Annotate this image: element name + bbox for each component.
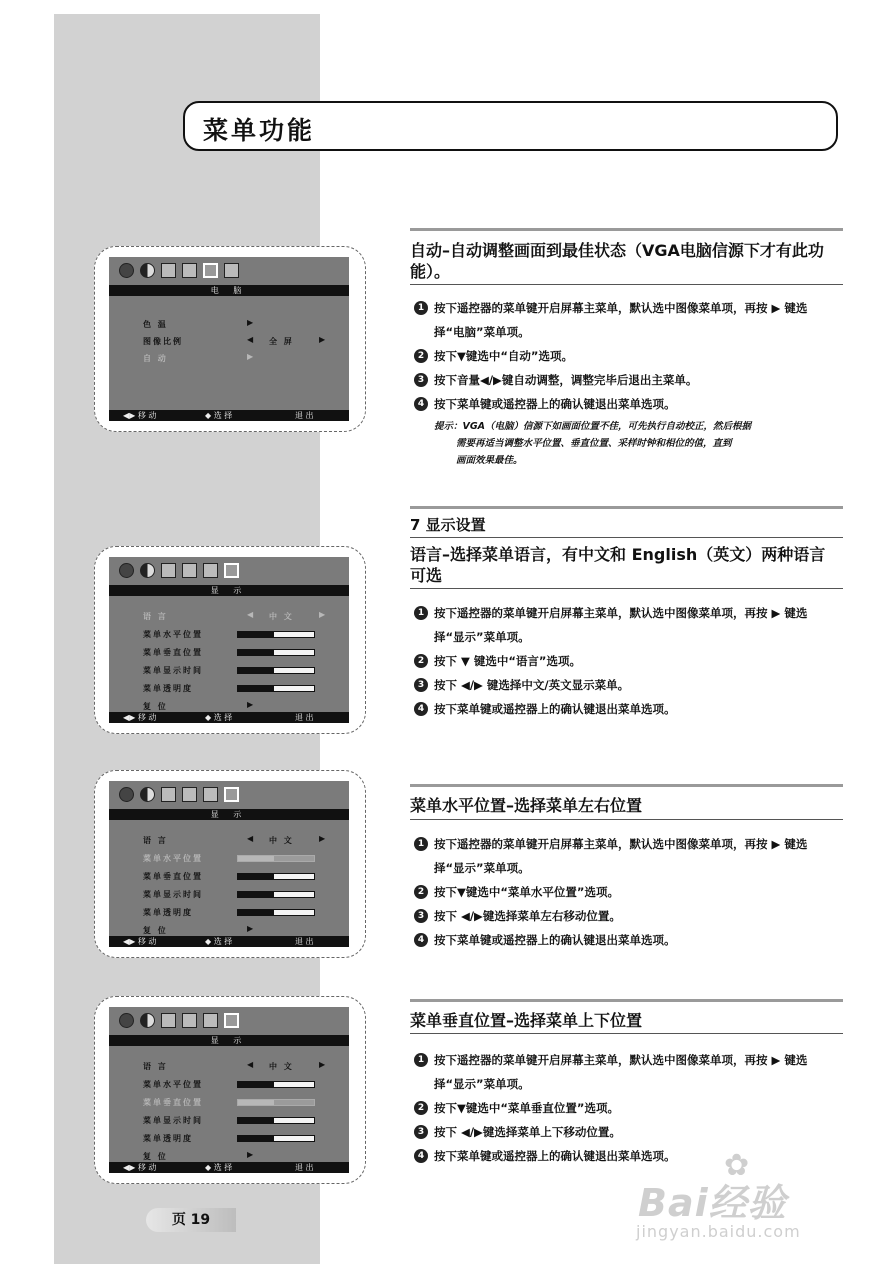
step-item: 2 按下▼键选中“自动”选项。 (414, 344, 834, 368)
osd-footer: ◀▶ 移 动 ◆ 选 择 退 出 (109, 936, 349, 947)
level-bar (237, 649, 315, 656)
osd-title: 显 示 (109, 1035, 349, 1046)
level-bar (237, 909, 315, 916)
osd-screen (109, 257, 349, 421)
channel-icon (161, 563, 176, 578)
sound-icon (140, 787, 155, 802)
osd-panel-display (94, 996, 366, 1184)
osd-row-language: 语 言 ◀ 中 文 ▶ (143, 834, 328, 845)
step-item: 1 按下遥控器的菜单键开启屏幕主菜单，默认选中图像菜单项，再按 ▶ 键选择“显示”菜单项。 (414, 1048, 834, 1096)
level-bar (237, 1099, 315, 1106)
clock-icon (182, 263, 197, 278)
right-arrow-icon: ▶ (319, 1060, 328, 1069)
osd-footer: ◀▶ 移 动 ◆ 选 择 退 出 (109, 712, 349, 723)
heading-underline (410, 537, 843, 538)
paw-icon: ✿ (724, 1148, 750, 1183)
osd-row-reset: 复 位 ▶ (143, 1150, 256, 1161)
heading-underline (410, 1033, 843, 1034)
left-arrow-icon: ◀ (247, 335, 256, 344)
step-item: 2 按下▼键选中“菜单垂直位置”选项。 (414, 1096, 834, 1120)
osd-row-language: 语 言 ◀ 中 文 ▶ (143, 610, 328, 621)
osd-row-reset: 复 位 ▶ (143, 924, 256, 935)
osd-row-auto: 自 动 ▶ (143, 352, 256, 363)
level-bar (237, 667, 315, 674)
osd-footer: ◀▶ 移 动 ◆ 选 择 退 出 (109, 1162, 349, 1173)
picture-icon (119, 563, 134, 578)
osd-row-time: 菜单显示时间 (143, 665, 343, 677)
clock-icon (182, 787, 197, 802)
step-item: 4 按下菜单键或遥控器上的确认键退出菜单选项。 (414, 392, 834, 416)
osd-title: 显 示 (109, 585, 349, 596)
osd-row-trans: 菜单透明度 (143, 1133, 343, 1145)
steps-auto (414, 296, 834, 416)
right-arrow-icon: ▶ (319, 834, 328, 843)
step-item: 1 按下遥控器的菜单键开启屏幕主菜单，默认选中图像菜单项，再按 ▶ 键选择“显示”菜单项。 (414, 601, 834, 649)
left-arrow-icon: ◀ (247, 834, 256, 843)
heading-underline (410, 819, 843, 820)
right-arrow-icon: ▶ (319, 610, 328, 619)
section-heading-auto: 自动–自动调整画面到最佳状态（VGA电脑信源下才有此功能）。 (410, 241, 824, 281)
osd-icon-bar (119, 1013, 239, 1031)
step-item: 1 按下遥控器的菜单键开启屏幕主菜单，默认选中图像菜单项，再按 ▶ 键选择“电脑”菜单项。 (414, 296, 834, 344)
level-bar (237, 1117, 315, 1124)
step-item: 3 按下音量◀/▶键自动调整，调整完毕后退出主菜单。 (414, 368, 834, 392)
section-heading-hpos: 菜单水平位置–选择菜单左右位置 (410, 796, 643, 815)
sound-icon (140, 563, 155, 578)
baidu-watermark: ✿ Bai经验 jingyan.baidu.com (636, 1148, 801, 1241)
osd-icon-bar (119, 563, 239, 581)
osd-row-hpos: 菜单水平位置 (143, 853, 343, 865)
left-arrow-icon: ◀ (247, 610, 256, 619)
level-bar (237, 685, 315, 692)
osd-title: 显 示 (109, 809, 349, 820)
section-rule (410, 228, 843, 231)
chapter-heading: 7 显示设置 (410, 516, 486, 534)
pc-icon (203, 263, 218, 278)
osd-row-color-temp: 色 温 ▶ (143, 318, 256, 329)
step-item: 3 按下 ◀/▶ 键选择中文/英文显示菜单。 (414, 673, 834, 697)
page-title: 菜单功能 (203, 116, 316, 145)
clock-icon (182, 563, 197, 578)
osd-row-trans: 菜单透明度 (143, 907, 343, 919)
osd-row-hpos: 菜单水平位置 (143, 1079, 343, 1091)
right-arrow-icon: ▶ (247, 352, 256, 361)
osd-row-time: 菜单显示时间 (143, 889, 343, 901)
section-rule (410, 506, 843, 509)
osd-row-trans: 菜单透明度 (143, 683, 343, 695)
osd-title: 电 脑 (109, 285, 349, 296)
step-item: 4 按下菜单键或遥控器上的确认键退出菜单选项。 (414, 1144, 834, 1168)
osd-screen (109, 557, 349, 723)
osd-panel-display (94, 546, 366, 734)
osd-panel-pc (94, 246, 366, 432)
osd-row-vpos: 菜单垂直位置 (143, 647, 343, 659)
step-item: 2 按下▼键选中“菜单水平位置”选项。 (414, 880, 834, 904)
picture-icon (119, 263, 134, 278)
osd-row-hpos: 菜单水平位置 (143, 629, 343, 641)
steps-hpos (414, 832, 834, 952)
level-bar (237, 873, 315, 880)
page-number: 页 19 (146, 1208, 236, 1232)
step-item: 3 按下 ◀/▶键选择菜单上下移动位置。 (414, 1120, 834, 1144)
step-item: 4 按下菜单键或遥控器上的确认键退出菜单选项。 (414, 697, 834, 721)
osd-row-vpos: 菜单垂直位置 (143, 871, 343, 883)
pc-icon (203, 787, 218, 802)
display-icon (224, 1013, 239, 1028)
pc-icon (203, 1013, 218, 1028)
section-heading-vpos: 菜单垂直位置–选择菜单上下位置 (410, 1011, 643, 1030)
step-item: 2 按下 ▼ 键选中“语言”选项。 (414, 649, 834, 673)
osd-row-reset: 复 位 ▶ (143, 700, 256, 711)
level-bar (237, 1135, 315, 1142)
right-arrow-icon: ▶ (319, 335, 328, 344)
level-bar (237, 891, 315, 898)
right-arrow-icon: ▶ (247, 924, 256, 933)
page-title-box (183, 101, 838, 151)
sound-icon (140, 263, 155, 278)
channel-icon (161, 787, 176, 802)
osd-row-time: 菜单显示时间 (143, 1115, 343, 1127)
picture-icon (119, 787, 134, 802)
picture-icon (119, 1013, 134, 1028)
display-icon (224, 563, 239, 578)
level-bar (237, 855, 315, 862)
heading-underline (410, 588, 843, 589)
display-icon (224, 263, 239, 278)
left-arrow-icon: ◀ (247, 1060, 256, 1069)
heading-underline (410, 284, 843, 285)
osd-icon-bar (119, 787, 239, 805)
osd-row-language: 语 言 ◀ 中 文 ▶ (143, 1060, 328, 1071)
display-icon (224, 787, 239, 802)
right-arrow-icon: ▶ (247, 700, 256, 709)
pc-icon (203, 563, 218, 578)
steps-language (414, 601, 834, 721)
step-item: 3 按下 ◀/▶键选择菜单左右移动位置。 (414, 904, 834, 928)
osd-row-vpos: 菜单垂直位置 (143, 1097, 343, 1109)
osd-screen (109, 781, 349, 947)
section-rule (410, 784, 843, 787)
osd-icon-bar (119, 263, 239, 281)
level-bar (237, 631, 315, 638)
sound-icon (140, 1013, 155, 1028)
section-heading-language: 语言–选择菜单语言，有中文和 English（英文）两种语言可选 (410, 545, 826, 585)
osd-panel-display (94, 770, 366, 958)
channel-icon (161, 263, 176, 278)
osd-screen (109, 1007, 349, 1173)
osd-row-aspect: 图像比例 ◀ 全 屏 ▶ (143, 335, 328, 346)
right-arrow-icon: ▶ (247, 1150, 256, 1159)
clock-icon (182, 1013, 197, 1028)
right-arrow-icon: ▶ (247, 318, 256, 327)
section-rule (410, 999, 843, 1002)
step-item: 4 按下菜单键或遥控器上的确认键退出菜单选项。 (414, 928, 834, 952)
step-item: 1 按下遥控器的菜单键开启屏幕主菜单，默认选中图像菜单项，再按 ▶ 键选择“显示”菜单项。 (414, 832, 834, 880)
osd-footer: ◀▶ 移 动 ◆ 选 择 退 出 (109, 410, 349, 421)
channel-icon (161, 1013, 176, 1028)
tip-note: 提示：VGA（电脑）信源下如画面位置不佳，可先执行自动校正，然后根据 需要再适当调整水平位置、垂直位置、采样时钟和相位的值，直到 画面效果最佳。 (434, 421, 752, 466)
level-bar (237, 1081, 315, 1088)
